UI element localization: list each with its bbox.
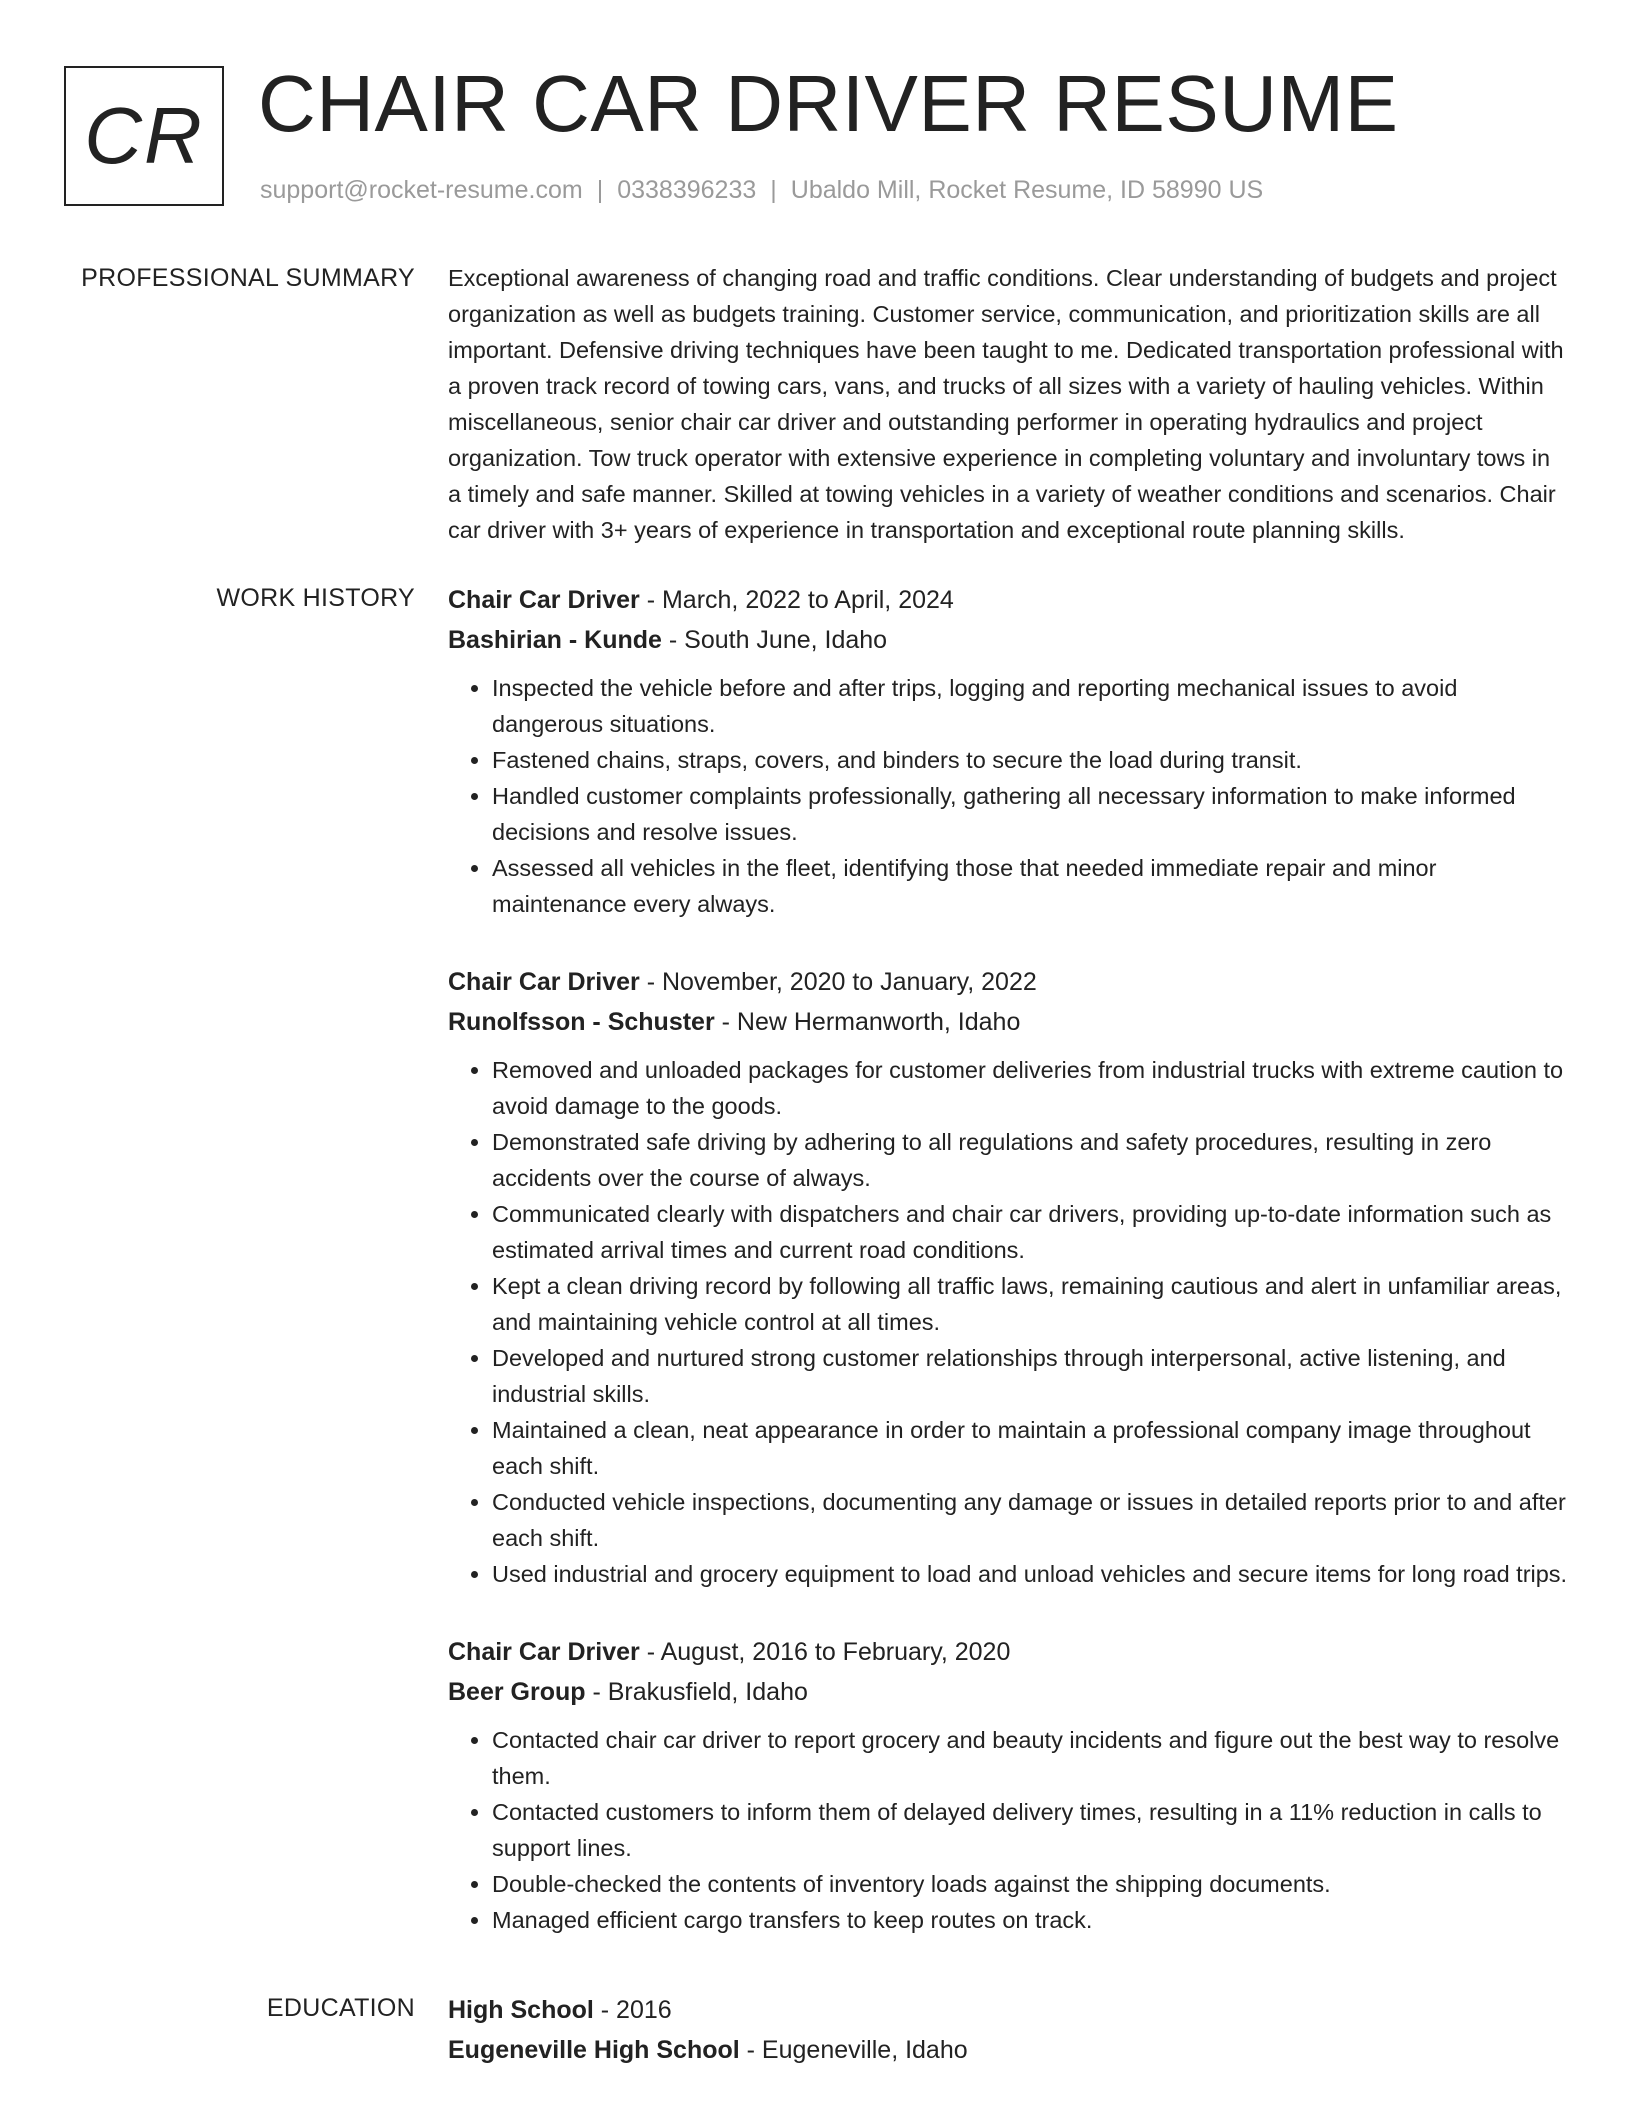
job-entry xyxy=(448,962,1568,1592)
work-history-section xyxy=(0,580,1632,1978)
job-title: Chair Car Driver xyxy=(448,586,640,614)
section-label-summary: PROFESSIONAL SUMMARY xyxy=(81,264,415,292)
job-bullets xyxy=(448,1052,1568,1592)
contact-phone: 0338396233 xyxy=(617,176,757,204)
job-dates: - November, 2020 to January, 2022 xyxy=(639,968,1037,996)
job-company-line xyxy=(448,1672,1568,1712)
resume-content xyxy=(0,260,1632,2070)
job-entry xyxy=(448,1632,1568,1938)
resume-title: CHAIR CAR DRIVER RESUME xyxy=(258,59,1399,148)
contact-separator: | xyxy=(770,176,777,204)
list-item: • Inspected the vehicle before and after trips, logging and reporting mechanical issues to avoid dangerous situations. xyxy=(492,670,1568,742)
list-item: • Contacted chair car driver to report grocery and beauty incidents and figure out the best way to resolve them. xyxy=(492,1722,1568,1794)
summary-section xyxy=(0,260,1632,548)
contact-separator: | xyxy=(596,176,604,204)
job-company-line xyxy=(448,620,1568,660)
section-label-education: EDUCATION xyxy=(266,1994,415,2022)
job-location: - Brakusfield, Idaho xyxy=(585,1678,808,1706)
education-location: - Eugeneville, Idaho xyxy=(739,2036,968,2064)
list-item: • Removed and unloaded packages for customer deliveries from industrial trucks with extreme caution to avoid damage to the goods. xyxy=(492,1052,1568,1124)
list-item: • Used industrial and grocery equipment to load and unload vehicles and secure items for long road trips. xyxy=(492,1556,1568,1592)
education-school: Eugeneville High School xyxy=(448,2036,740,2064)
list-item: • Developed and nurtured strong customer relationships through interpersonal, active listening, and industrial skills. xyxy=(492,1340,1568,1412)
list-item: • Assessed all vehicles in the fleet, identifying those that needed immediate repair and minor maintenance every always. xyxy=(492,850,1568,922)
job-company: Bashirian - Kunde xyxy=(448,626,662,654)
contact-email: support@rocket-resume.com xyxy=(260,176,583,204)
monogram-initials: CR xyxy=(84,91,204,180)
job-entry xyxy=(448,580,1568,922)
job-company-line xyxy=(448,1002,1568,1042)
contact-line xyxy=(260,176,1263,205)
jobs-list xyxy=(448,580,1568,1978)
education-section xyxy=(0,1990,1632,2070)
education-degree-line xyxy=(448,1990,1568,2030)
job-dates: - August, 2016 to February, 2020 xyxy=(639,1638,1011,1666)
list-item: • Contacted customers to inform them of delayed delivery times, resulting in a 11% reduction in calls to support lines. xyxy=(492,1794,1568,1866)
job-title: Chair Car Driver xyxy=(448,1638,640,1666)
list-item: • Communicated clearly with dispatchers and chair car drivers, providing up-to-date information such as estimated arrival times and current road conditions. xyxy=(492,1196,1568,1268)
list-item: • Maintained a clean, neat appearance in order to maintain a professional company image throughout each shift. xyxy=(492,1412,1568,1484)
education-year: - 2016 xyxy=(593,1996,672,2024)
list-item: • Handled customer complaints professionally, gathering all necessary information to make informed decisions and resolve issues. xyxy=(492,778,1568,850)
job-company: Beer Group xyxy=(448,1678,586,1706)
list-item: • Conducted vehicle inspections, documenting any damage or issues in detailed reports prior to and after each shift. xyxy=(492,1484,1568,1556)
contact-address: Ubaldo Mill, Rocket Resume, ID 58990 US xyxy=(790,176,1264,204)
summary-text: Exceptional awareness of changing road and traffic conditions. Clear understanding of budgets and project organization as well as budgets training. Customer service, communication, and prioritization skills are all important. Defensive driving techniques have been taught to me. Dedicated transportation professional with a proven track record of towing cars, vans, and trucks of all sizes with a variety of hauling vehicles. Within miscellaneous, senior chair car driver and outstanding performer in operating hydraulics and project organization. Tow truck operator with extensive experience in completing voluntary and involuntary tows in a timely and safe manner. Skilled at towing vehicles in a variety of weather conditions and scenarios. Chair car driver with 3+ years of experience in transportation and exceptional route planning skills. xyxy=(448,265,1564,543)
job-dates: - March, 2022 to April, 2024 xyxy=(639,586,954,614)
monogram-box xyxy=(64,66,224,206)
list-item: • Double-checked the contents of inventory loads against the shipping documents. xyxy=(492,1866,1568,1902)
education-school-line xyxy=(448,2030,1568,2070)
job-location: - New Hermanworth, Idaho xyxy=(714,1008,1021,1036)
job-title-line xyxy=(448,580,1568,620)
list-item: • Demonstrated safe driving by adhering to all regulations and safety procedures, resulting in zero accidents over the course of always. xyxy=(492,1124,1568,1196)
list-item: • Fastened chains, straps, covers, and binders to secure the load during transit. xyxy=(492,742,1568,778)
section-label-work: WORK HISTORY xyxy=(216,584,415,612)
job-bullets xyxy=(448,670,1568,922)
education-degree: High School xyxy=(448,1996,594,2024)
job-location: - South June, Idaho xyxy=(661,626,888,654)
job-company: Runolfsson - Schuster xyxy=(448,1008,715,1036)
list-item: • Managed efficient cargo transfers to keep routes on track. xyxy=(492,1902,1568,1938)
job-title-line xyxy=(448,962,1568,1002)
job-title: Chair Car Driver xyxy=(448,968,640,996)
job-title-line xyxy=(448,1632,1568,1672)
list-item: • Kept a clean driving record by following all traffic laws, remaining cautious and alert in unfamiliar areas, and maintaining vehicle control at all times. xyxy=(492,1268,1568,1340)
job-bullets xyxy=(448,1722,1568,1938)
